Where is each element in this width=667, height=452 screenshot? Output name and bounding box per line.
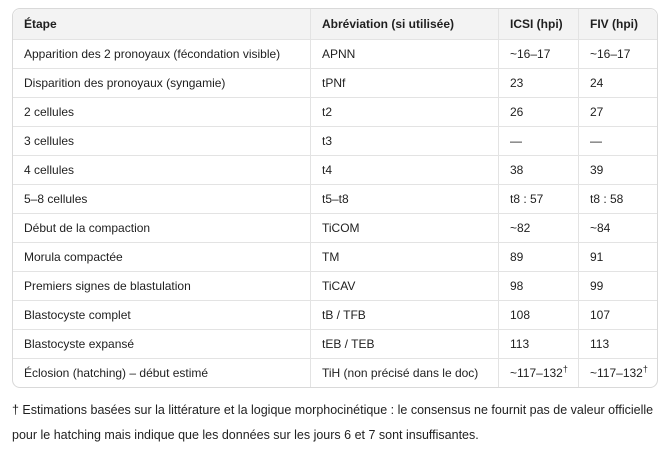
cell-abreviation: TiCOM: [311, 214, 499, 243]
table-row: [13, 330, 657, 359]
footnote: † Estimations basées sur la littérature et la logique morphocinétique : le consensus ne fournit pas de valeur officielle pour le hatching mais indique que les données sur les jours 6 et 7 sont insuffisantes.: [12, 403, 654, 442]
table-row: [13, 214, 657, 243]
cell-icsi: 23: [499, 69, 579, 98]
cell-etape: 4 cellules: [13, 156, 311, 185]
header-etape: Étape: [13, 9, 311, 40]
table-row: [13, 127, 657, 156]
table-row: [13, 69, 657, 98]
cell-fiv-value: ~117–132: [590, 366, 643, 380]
table-row: [13, 98, 657, 127]
cell-fiv: [579, 359, 657, 387]
cell-etape: Morula compactée: [13, 243, 311, 272]
cell-etape: Premiers signes de blastulation: [13, 272, 311, 301]
cell-abreviation: TiH (non précisé dans le doc): [311, 359, 499, 387]
cell-etape: Disparition des pronoyaux (syngamie): [13, 69, 311, 98]
cell-abreviation: APNN: [311, 40, 499, 69]
cell-icsi: —: [499, 127, 579, 156]
stages-table: [12, 8, 658, 388]
cell-abreviation: tEB / TEB: [311, 330, 499, 359]
cell-etape: Début de la compaction: [13, 214, 311, 243]
table-header-row: [13, 9, 657, 40]
cell-etape: 5–8 cellules: [13, 185, 311, 214]
header-fiv: FIV (hpi): [579, 9, 657, 40]
cell-abreviation: tB / TFB: [311, 301, 499, 330]
table-body: [13, 40, 657, 387]
cell-icsi: 26: [499, 98, 579, 127]
table-row: [13, 156, 657, 185]
cell-abreviation: t3: [311, 127, 499, 156]
table-row: [13, 301, 657, 330]
dagger-mark: †: [642, 364, 648, 374]
dagger-mark: †: [562, 364, 568, 374]
header-abreviation: Abréviation (si utilisée): [311, 9, 499, 40]
cell-fiv: —: [579, 127, 657, 156]
cell-fiv: 107: [579, 301, 657, 330]
table-row: [13, 359, 657, 387]
cell-abreviation: tPNf: [311, 69, 499, 98]
cell-fiv: 113: [579, 330, 657, 359]
cell-icsi: 89: [499, 243, 579, 272]
cell-etape: Blastocyste complet: [13, 301, 311, 330]
cell-icsi: 113: [499, 330, 579, 359]
cell-icsi-value: ~117–132: [510, 366, 563, 380]
cell-abreviation: TM: [311, 243, 499, 272]
cell-etape: Apparition des 2 pronoyaux (fécondation visible): [13, 40, 311, 69]
cell-icsi: t8 : 57: [499, 185, 579, 214]
cell-icsi: 108: [499, 301, 579, 330]
cell-abreviation: t4: [311, 156, 499, 185]
cell-icsi: ~16–17: [499, 40, 579, 69]
cell-icsi: 38: [499, 156, 579, 185]
table-row: [13, 272, 657, 301]
cell-fiv: 27: [579, 98, 657, 127]
cell-abreviation: t2: [311, 98, 499, 127]
cell-etape: Éclosion (hatching) – début estimé: [13, 359, 311, 387]
cell-icsi: 98: [499, 272, 579, 301]
cell-fiv: 99: [579, 272, 657, 301]
cell-etape: Blastocyste expansé: [13, 330, 311, 359]
cell-fiv: ~84: [579, 214, 657, 243]
cell-fiv: 24: [579, 69, 657, 98]
table-row: [13, 243, 657, 272]
cell-etape: 2 cellules: [13, 98, 311, 127]
cell-fiv: 91: [579, 243, 657, 272]
cell-icsi: [499, 359, 579, 387]
header-icsi: ICSI (hpi): [499, 9, 579, 40]
table-row: [13, 185, 657, 214]
cell-fiv: ~16–17: [579, 40, 657, 69]
cell-fiv: 39: [579, 156, 657, 185]
table-row: [13, 40, 657, 69]
cell-fiv: t8 : 58: [579, 185, 657, 214]
cell-etape: 3 cellules: [13, 127, 311, 156]
cell-abreviation: TiCAV: [311, 272, 499, 301]
cell-icsi: ~82: [499, 214, 579, 243]
cell-abreviation: t5–t8: [311, 185, 499, 214]
